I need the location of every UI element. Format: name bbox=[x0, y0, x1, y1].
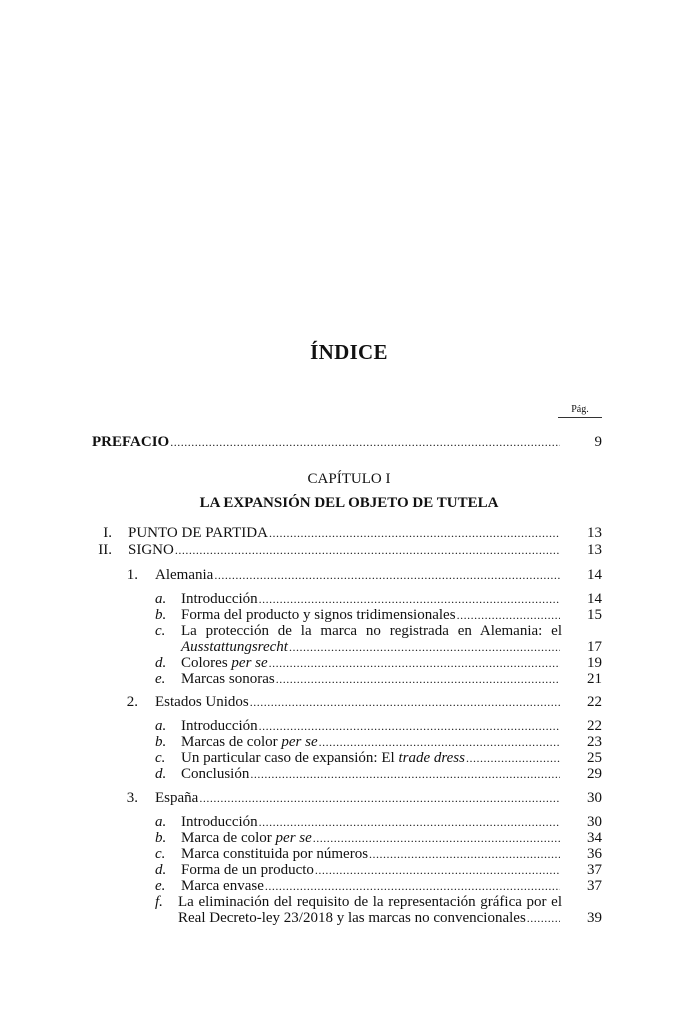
toc-entry-label: Introducción bbox=[181, 718, 258, 734]
item-letter: b. bbox=[155, 734, 167, 750]
toc-page-number: 30 bbox=[587, 790, 602, 806]
section-number: II. bbox=[98, 542, 112, 558]
toc-entry-label: Colores bbox=[181, 655, 232, 671]
toc-entry-subsection[interactable] bbox=[155, 693, 560, 711]
toc-page-number: 22 bbox=[587, 694, 602, 710]
dot-leader bbox=[250, 693, 560, 711]
toc-page-number: 39 bbox=[587, 910, 602, 926]
toc-page-number: 19 bbox=[587, 655, 602, 671]
item-letter: e. bbox=[155, 671, 166, 687]
dot-leader bbox=[527, 909, 560, 927]
dot-leader bbox=[175, 541, 560, 559]
toc-page-number: 13 bbox=[587, 525, 602, 541]
section-number: I. bbox=[103, 525, 112, 541]
toc-page-number: 15 bbox=[587, 607, 602, 623]
dot-leader bbox=[276, 670, 560, 688]
dot-leader bbox=[199, 789, 560, 807]
toc-entry-label: Introducción bbox=[181, 814, 258, 830]
toc-entry-item[interactable] bbox=[181, 670, 560, 688]
item-letter: f. bbox=[155, 894, 163, 910]
toc-page-number: 29 bbox=[587, 766, 602, 782]
toc-entry-label: Forma de un producto bbox=[181, 862, 314, 878]
toc-entry-section[interactable] bbox=[128, 541, 560, 559]
toc-entry-label: Alemania bbox=[155, 567, 214, 583]
toc-page-number: 37 bbox=[587, 862, 602, 878]
item-letter: c. bbox=[155, 846, 166, 862]
toc-page-number: 23 bbox=[587, 734, 602, 750]
toc-entry-label: Marca envase bbox=[181, 878, 264, 894]
toc-entry-label: Real Decreto-ley 23/2018 y las marcas no convencionales bbox=[178, 910, 526, 926]
toc-entry-label: Marca constituida por números bbox=[181, 846, 369, 862]
toc-page-number: 13 bbox=[587, 542, 602, 558]
toc-entry-label: España bbox=[155, 790, 199, 806]
toc-entry-preface[interactable] bbox=[92, 433, 560, 451]
toc-entry-item[interactable] bbox=[178, 909, 560, 927]
item-letter: c. bbox=[155, 623, 166, 639]
item-letter: d. bbox=[155, 655, 167, 671]
item-letter: b. bbox=[155, 607, 167, 623]
toc-entry-label: Marcas de color bbox=[181, 734, 282, 750]
item-letter: e. bbox=[155, 878, 166, 894]
subsection-number: 3. bbox=[126, 790, 138, 806]
item-letter: a. bbox=[155, 814, 167, 830]
subsection-number: 1. bbox=[126, 567, 138, 583]
toc-page-number: 14 bbox=[587, 567, 602, 583]
item-letter: c. bbox=[155, 750, 166, 766]
toc-entry-label: Marcas sonoras bbox=[181, 671, 275, 687]
toc-page-number: 37 bbox=[587, 878, 602, 894]
toc-page-number: 36 bbox=[587, 846, 602, 862]
toc-entry-label-italic: per se bbox=[281, 734, 318, 750]
toc-entry-item[interactable] bbox=[181, 765, 560, 783]
toc-entry-label: Un particular caso de expansión: El bbox=[181, 750, 399, 766]
item-letter: b. bbox=[155, 830, 167, 846]
toc-entry-subsection[interactable] bbox=[155, 789, 560, 807]
toc-page-number: 30 bbox=[587, 814, 602, 830]
toc-entry-subsection[interactable] bbox=[155, 566, 560, 584]
toc-page-number: 21 bbox=[587, 671, 602, 687]
item-letter: d. bbox=[155, 766, 167, 782]
toc-entry-label-italic: per se bbox=[231, 655, 268, 671]
toc-entry-label: PUNTO DE PARTIDA bbox=[128, 525, 268, 541]
toc-entry-label: Marca de color bbox=[181, 830, 276, 846]
dot-leader bbox=[269, 524, 560, 542]
dot-leader bbox=[250, 765, 560, 783]
toc-entry-label-italic: per se bbox=[275, 830, 312, 846]
toc-page-number: 9 bbox=[594, 434, 602, 450]
item-letter: d. bbox=[155, 862, 167, 878]
toc-page-number: 22 bbox=[587, 718, 602, 734]
toc-entry-label: Estados Unidos bbox=[155, 694, 249, 710]
page-column-header: Pág. bbox=[558, 404, 602, 418]
chapter-number: CAPÍTULO I bbox=[307, 471, 391, 487]
toc-entry-section[interactable] bbox=[128, 524, 560, 542]
toc-page-number: 25 bbox=[587, 750, 602, 766]
toc-entry-label-italic: trade dress bbox=[398, 750, 465, 766]
toc-entry-item-line1[interactable]: La protección de la marca no registrada en Alemania: el bbox=[181, 623, 562, 639]
dot-leader bbox=[214, 566, 560, 584]
toc-entry-label: Introducción bbox=[181, 591, 258, 607]
index-title: ÍNDICE bbox=[310, 340, 388, 364]
item-letter: a. bbox=[155, 718, 167, 734]
toc-entry-item-line1[interactable]: La eliminación del requisito de la representación gráfica por el bbox=[178, 894, 562, 910]
toc-entry-label: Forma del producto y signos tridimensionales bbox=[181, 607, 456, 623]
item-letter: a. bbox=[155, 591, 167, 607]
toc-entry-label: SIGNO bbox=[128, 542, 174, 558]
toc-entry-label: PREFACIO bbox=[92, 434, 170, 450]
toc-page-number: 14 bbox=[587, 591, 602, 607]
dot-leader bbox=[170, 433, 560, 451]
toc-page-number: 17 bbox=[587, 639, 602, 655]
toc-page-number: 34 bbox=[587, 830, 602, 846]
subsection-number: 2. bbox=[126, 694, 138, 710]
chapter-title: LA EXPANSIÓN DEL OBJETO DE TUTELA bbox=[199, 495, 499, 511]
toc-entry-label: Ausstattungsrecht bbox=[181, 639, 288, 655]
toc-entry-label: Conclusión bbox=[181, 766, 250, 782]
